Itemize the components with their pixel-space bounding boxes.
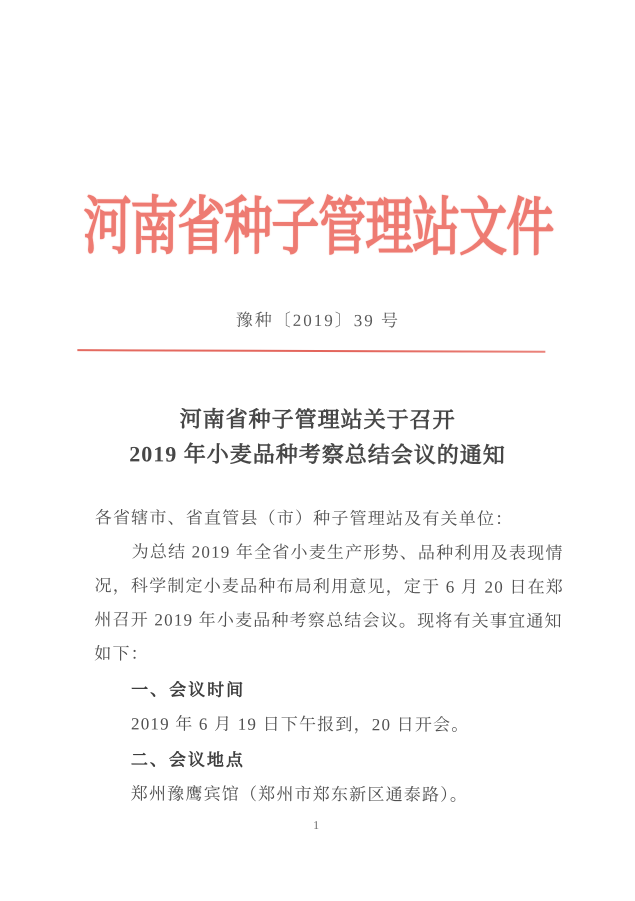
letterhead-title: 河南省种子管理站文件 [83, 192, 554, 264]
notice-title-line2: 2019 年小麦品种考察总结会议的通知 [129, 441, 506, 468]
notice-title [0, 401, 635, 473]
paragraph-line: 况，科学制定小麦品种布局利用意见，定于 6 月 20 日在郑 [94, 576, 565, 597]
section-heading-meeting-time: 一、会议时间 [131, 680, 246, 700]
paragraph-line: 为总结 2019 年全省小麦生产形势、品种利用及表现情 [131, 542, 564, 563]
page-number: 1 [313, 817, 320, 833]
section-heading-meeting-place: 二、会议地点 [130, 750, 245, 770]
salutation-line: 各省辖市、省直管县（市）种子管理站及有关单位： [94, 508, 514, 529]
paragraph-line: 如下： [94, 644, 149, 664]
notice-title-line1: 河南省种子管理站关于召开 [179, 406, 456, 433]
red-divider-line [77, 349, 545, 353]
document-number: 豫种〔2019〕39 号 [235, 310, 401, 331]
document-body [94, 501, 565, 813]
section-text-meeting-place: 郑州豫鹰宾馆（郑州市郑东新区通泰路）。 [130, 784, 469, 805]
section-text-meeting-time: 2019 年 6 月 19 日下午报到，20 日开会。 [131, 714, 470, 735]
paragraph-line: 州召开 2019 年小麦品种考察总结会议。现将有关事宜通知 [94, 610, 563, 631]
